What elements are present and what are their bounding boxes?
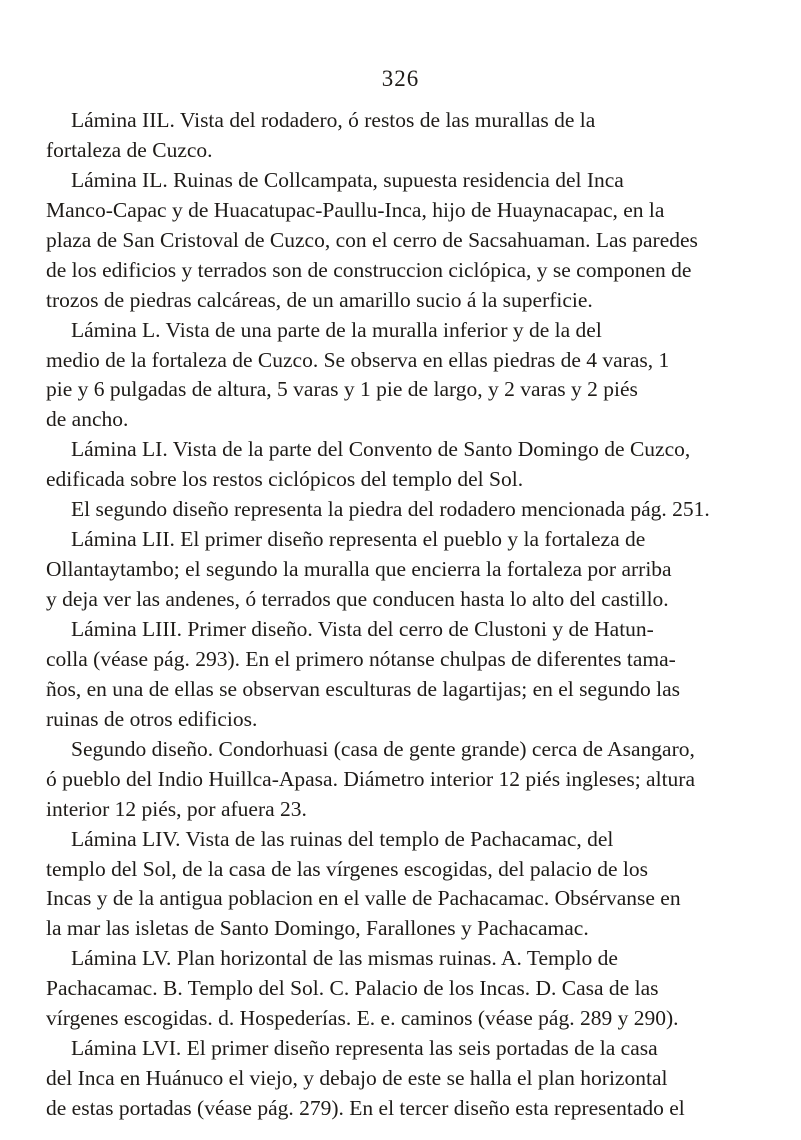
text-line: Lámina IL. Ruinas de Collcampata, supuesta residencia del Inca: [71, 167, 624, 192]
text-line: pie y 6 pulgadas de altura, 5 varas y 1 pie de largo, y 2 varas y 2 piés: [46, 377, 638, 402]
text-line: ruinas de otros edificios.: [46, 706, 258, 731]
text-line: Pachacamac. B. Templo del Sol. C. Palacio de los Incas. D. Casa de las: [46, 976, 659, 1001]
text-line: Segundo diseño. Condorhuasi (casa de gente grande) cerca de Asangaro,: [71, 736, 695, 761]
text-line: Lámina IIL. Vista del rodadero, ó restos de las murallas de la: [71, 108, 596, 132]
text-line: plaza de San Cristoval de Cuzco, con el cerro de Sacsahuaman. Las paredes: [46, 227, 698, 252]
text-line: la mar las isletas de Santo Domingo, Farallones y Pachacamac.: [46, 916, 589, 941]
text-line: trozos de piedras calcáreas, de un amarillo sucio á la superficie.: [46, 287, 593, 312]
text-line: Lámina LV. Plan horizontal de las mismas ruinas. A. Templo de: [71, 946, 618, 971]
text-line: Ollantaytambo; el segundo la muralla que encierra la fortaleza por arriba: [46, 557, 672, 582]
text-line: Lámina LIV. Vista de las ruinas del templo de Pachacamac, del: [71, 826, 614, 851]
text-line: medio de la fortaleza de Cuzco. Se observa en ellas piedras de 4 varas, 1: [46, 347, 670, 372]
text-line: Manco-Capac y de Huacatupac-Paullu-Inca, hijo de Huaynacapac, en la: [46, 197, 665, 222]
text-line: Lámina LII. El primer diseño representa el pueblo y la fortaleza de: [71, 527, 646, 552]
text-line: de estas portadas (véase pág. 279). En el tercer diseño esta representado el: [46, 1096, 685, 1121]
text-line: edificada sobre los restos ciclópicos del templo del Sol.: [46, 467, 524, 492]
text-line: El segundo diseño representa la piedra del rodadero mencionada pág. 251.: [71, 497, 710, 522]
text-line: Lámina LVI. El primer diseño representa las seis portadas de la casa: [71, 1036, 658, 1061]
text-line: Lámina L. Vista de una parte de la muralla inferior y de la del: [71, 317, 602, 342]
text-line: interior 12 piés, por afuera 23.: [46, 796, 307, 821]
text-line: de los edificios y terrados son de construccion ciclópica, y se componen de: [46, 257, 692, 282]
text-line: Lámina LIII. Primer diseño. Vista del cerro de Clustoni y de Hatun-: [71, 617, 654, 641]
text-line: fortaleza de Cuzco.: [46, 137, 213, 162]
text-line: del Inca en Huánuco el viejo, y debajo de este se halla el plan horizontal: [46, 1066, 668, 1091]
text-line: vírgenes escogidas. d. Hospederías. E. e. caminos (véase pág. 289 y 290).: [46, 1006, 679, 1031]
text-line: ños, en una de ellas se observan esculturas de lagartijas; en el segundo las: [46, 676, 681, 701]
text-line: templo del Sol, de la casa de las vírgenes escogidas, del palacio de los: [46, 856, 649, 881]
text-line: y deja ver las andenes, ó terrados que conducen hasta lo alto del castillo.: [46, 587, 669, 612]
text-line: de ancho.: [46, 407, 129, 432]
text-line: colla (véase pág. 293). En el primero nótanse chulpas de diferentes tama-: [46, 646, 676, 671]
text-line: Incas y de la antigua poblacion en el valle de Pachacamac. Obsérvanse en: [46, 886, 681, 911]
text-line: ó pueblo del Indio Huillca-Apasa. Diámetro interior 12 piés ingleses; altura: [46, 766, 695, 791]
page-number: 326: [381, 66, 420, 91]
text-line: Lámina LI. Vista de la parte del Convento de Santo Domingo de Cuzco,: [71, 437, 691, 462]
